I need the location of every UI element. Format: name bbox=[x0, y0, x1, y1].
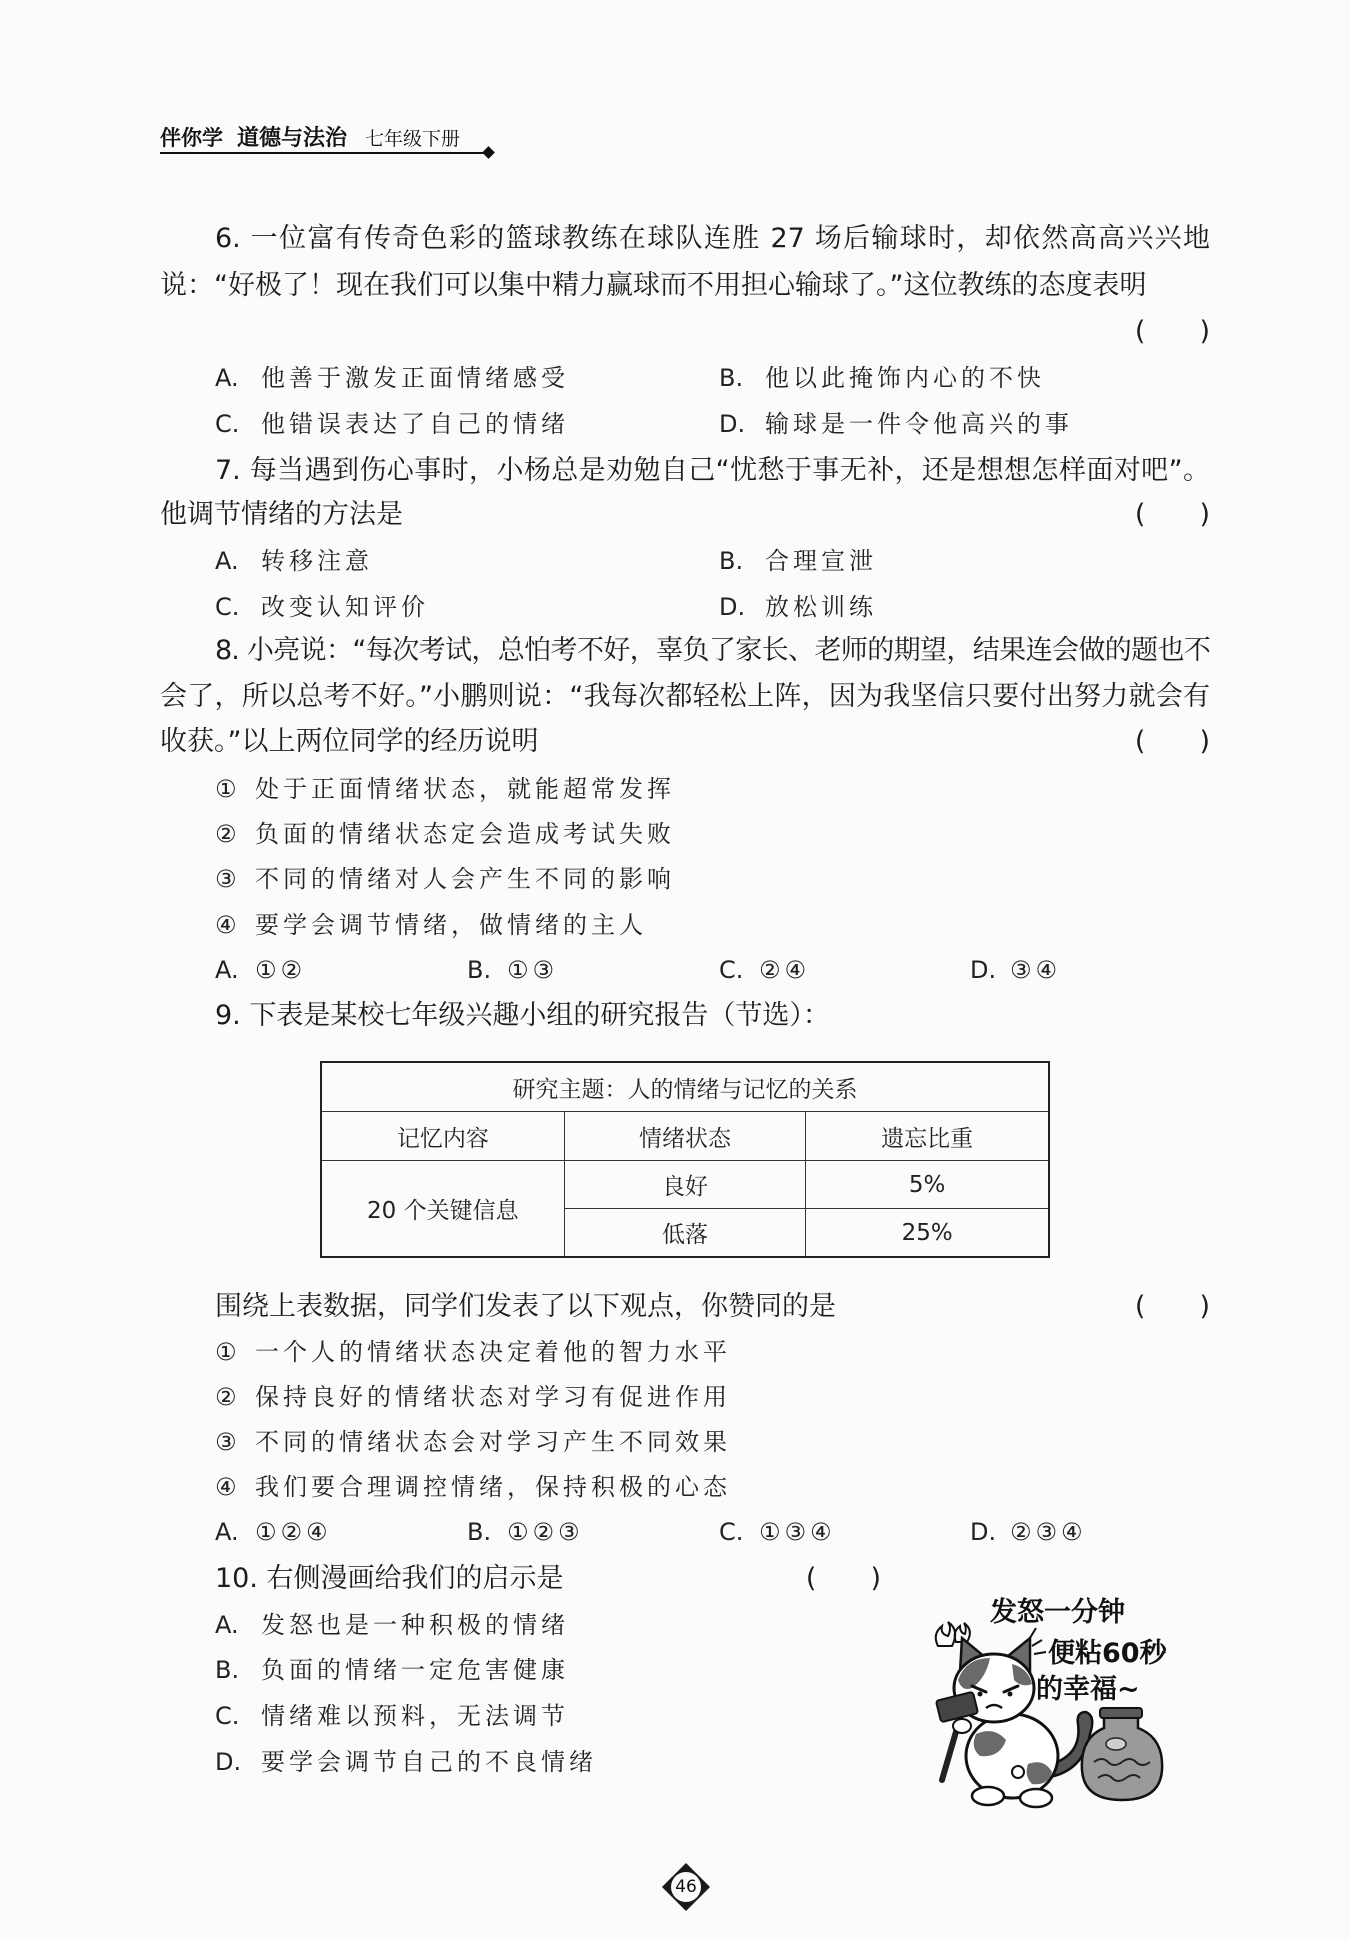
statement-mark: ① bbox=[215, 1338, 237, 1366]
running-header bbox=[160, 122, 460, 154]
emotion-state-cell: 低落 bbox=[564, 1209, 806, 1258]
option-text: 要学会调节自己的不良情绪 bbox=[261, 1748, 597, 1776]
q8-option-d bbox=[970, 952, 1210, 988]
cartoon-caption-line-3: 的幸福~ bbox=[1036, 1674, 1140, 1705]
memory-content-cell: 20 个关键信息 bbox=[321, 1161, 564, 1258]
forget-ratio-cell: 5% bbox=[806, 1161, 1049, 1209]
column-header: 遗忘比重 bbox=[806, 1112, 1049, 1161]
page-number: 46 bbox=[671, 1872, 701, 1902]
q9-prompt: 围绕上表数据，同学们发表了以下观点，你赞同的是 bbox=[215, 1291, 836, 1322]
option-label: D. bbox=[719, 410, 746, 438]
q10-option-c bbox=[215, 1698, 895, 1734]
table-row bbox=[321, 1161, 1049, 1209]
q7-stem-line-1: 7. 每当遇到伤心事时，小杨总是劝勉自己“忧愁于事无补，还是想想怎样面对吧”。 bbox=[215, 455, 1210, 486]
q8-answer-bracket: ( ) bbox=[1134, 726, 1210, 757]
q7-option-c bbox=[215, 589, 705, 625]
q9-option-a bbox=[215, 1514, 455, 1550]
q8-option-c bbox=[719, 952, 959, 988]
option-label: C. bbox=[719, 1518, 744, 1546]
anger-cartoon bbox=[916, 1594, 1186, 1814]
statement-mark: ④ bbox=[215, 1473, 237, 1501]
statement-mark: ③ bbox=[215, 1428, 237, 1456]
option-label: B. bbox=[719, 547, 744, 575]
q9-statement-1 bbox=[215, 1334, 1210, 1370]
statement-text: 要学会调节情绪，做情绪的主人 bbox=[255, 911, 647, 939]
option-label: B. bbox=[215, 1656, 240, 1684]
option-text: ②④ bbox=[759, 956, 811, 984]
statement-mark: ③ bbox=[215, 865, 237, 893]
option-text: 他错误表达了自己的情绪 bbox=[261, 410, 569, 438]
statement-text: 我们要合理调控情绪，保持积极的心态 bbox=[255, 1473, 731, 1501]
q8-option-a bbox=[215, 952, 455, 988]
anger-flame-icon bbox=[936, 1622, 955, 1646]
q6-option-c bbox=[215, 406, 705, 442]
option-label: D. bbox=[215, 1748, 242, 1776]
q8-stem-line-1: 8. 小亮说：“每次考试，总怕考不好，辜负了家长、老师的期望，结果连会做的题也不 bbox=[215, 635, 1210, 666]
research-report-table bbox=[320, 1061, 1050, 1258]
header-diamond-icon bbox=[482, 146, 495, 159]
table-header-row bbox=[321, 1112, 1049, 1161]
statement-mark: ① bbox=[215, 775, 237, 803]
q6-answer-bracket: ( ) bbox=[1134, 316, 1210, 347]
statement-text: 处于正面情绪状态，就能超常发挥 bbox=[255, 775, 675, 803]
q8-stem-line-3: 收获。”以上两位同学的经历说明 bbox=[160, 726, 539, 757]
q9-statement-2 bbox=[215, 1379, 1210, 1415]
option-text: ①② bbox=[255, 956, 307, 984]
option-label: A. bbox=[215, 364, 239, 392]
emotion-state-cell: 良好 bbox=[564, 1161, 806, 1209]
q6-option-b bbox=[719, 360, 1209, 396]
statement-text: 保持良好的情绪状态对学习有促进作用 bbox=[255, 1383, 731, 1411]
jar-highlight bbox=[1106, 1738, 1126, 1750]
q7-option-a bbox=[215, 543, 705, 579]
statement-text: 不同的情绪对人会产生不同的影响 bbox=[255, 865, 675, 893]
q9-option-d bbox=[970, 1514, 1210, 1550]
jar-lid bbox=[1100, 1708, 1142, 1718]
option-label: A. bbox=[215, 1518, 239, 1546]
option-label: D. bbox=[970, 956, 997, 984]
option-text: 负面的情绪一定危害健康 bbox=[261, 1656, 569, 1684]
q8-option-b bbox=[467, 952, 707, 988]
q8-statement-4 bbox=[215, 907, 1210, 943]
book-grade: 七年级下册 bbox=[365, 128, 461, 150]
q6-stem-line-1: 6. 一位富有传奇色彩的篮球教练在球队连胜 27 场后输球时，却依然高高兴兴地 bbox=[215, 223, 1210, 254]
option-label: C. bbox=[215, 1702, 240, 1730]
q7-option-d bbox=[719, 589, 1209, 625]
option-text: 输球是一件令他高兴的事 bbox=[765, 410, 1073, 438]
option-text: 他以此掩饰内心的不快 bbox=[765, 364, 1045, 392]
table-title: 研究主题：人的情绪与记忆的关系 bbox=[321, 1062, 1049, 1112]
option-label: B. bbox=[467, 1518, 492, 1546]
cartoon-caption-line-2: 便粘60秒 bbox=[1048, 1638, 1167, 1669]
anger-mark-icon bbox=[1030, 1628, 1046, 1654]
q10-option-d bbox=[215, 1744, 895, 1780]
q7-option-b bbox=[719, 543, 1209, 579]
q8-statement-1 bbox=[215, 771, 1210, 807]
book-series: 伴你学 bbox=[160, 126, 223, 150]
statement-mark: ② bbox=[215, 820, 237, 848]
option-text: 他善于激发正面情绪感受 bbox=[261, 364, 569, 392]
option-label: B. bbox=[467, 956, 492, 984]
option-text: 情绪难以预料，无法调节 bbox=[261, 1702, 569, 1730]
forget-ratio-cell: 25% bbox=[806, 1209, 1049, 1258]
option-text: ②③④ bbox=[1010, 1518, 1087, 1546]
option-label: C. bbox=[215, 593, 240, 621]
column-header: 记忆内容 bbox=[321, 1112, 564, 1161]
cat-foot bbox=[972, 1787, 1004, 1805]
book-subject: 道德与法治 bbox=[237, 126, 348, 151]
cat-eye bbox=[1008, 1692, 1013, 1697]
option-text: ①②④ bbox=[255, 1518, 332, 1546]
option-label: B. bbox=[719, 364, 744, 392]
q10-answer-bracket: ( ) bbox=[805, 1563, 881, 1594]
statement-text: 不同的情绪状态会对学习产生不同效果 bbox=[255, 1428, 731, 1456]
column-header: 情绪状态 bbox=[564, 1112, 806, 1161]
q10-stem: 10. 右侧漫画给我们的启示是 bbox=[215, 1563, 564, 1594]
statement-text: 一个人的情绪状态决定着他的智力水平 bbox=[255, 1338, 731, 1366]
option-label: A. bbox=[215, 1611, 239, 1639]
option-label: D. bbox=[719, 593, 746, 621]
q9-answer-bracket: ( ) bbox=[1134, 1291, 1210, 1322]
q7-answer-bracket: ( ) bbox=[1134, 499, 1210, 530]
header-rule bbox=[160, 152, 486, 154]
q9-option-b bbox=[467, 1514, 707, 1550]
table-title-row bbox=[321, 1062, 1049, 1112]
cat-foot bbox=[1020, 1789, 1052, 1807]
option-text: ①③ bbox=[507, 956, 559, 984]
q9-option-c bbox=[719, 1514, 959, 1550]
q8-stem-line-2: 会了，所以总考不好。”小鹏则说：“我每次都轻松上阵，因为我坚信只要付出努力就会有 bbox=[160, 681, 1210, 712]
option-label: A. bbox=[215, 547, 239, 575]
statement-mark: ④ bbox=[215, 911, 237, 939]
q8-statement-2 bbox=[215, 816, 1210, 852]
q9-stem: 9. 下表是某校七年级兴趣小组的研究报告（节选）： bbox=[215, 1000, 830, 1031]
q8-statement-3 bbox=[215, 861, 1210, 897]
option-text: 转移注意 bbox=[261, 547, 373, 575]
q6-option-d bbox=[719, 406, 1209, 442]
cartoon-caption-line-1: 发怒一分钟 bbox=[990, 1597, 1125, 1628]
option-label: D. bbox=[970, 1518, 997, 1546]
statement-mark: ② bbox=[215, 1383, 237, 1411]
q9-statement-3 bbox=[215, 1424, 1210, 1460]
page-number-badge bbox=[662, 1863, 710, 1911]
option-text: ③④ bbox=[1010, 956, 1062, 984]
jar bbox=[1082, 1716, 1162, 1800]
q6-option-a bbox=[215, 360, 705, 396]
q10-option-b bbox=[215, 1652, 895, 1688]
cat-body bbox=[966, 1714, 1058, 1798]
option-text: 放松训练 bbox=[765, 593, 877, 621]
option-label: A. bbox=[215, 956, 239, 984]
statement-text: 负面的情绪状态定会造成考试失败 bbox=[255, 820, 675, 848]
option-text: 改变认知评价 bbox=[261, 593, 429, 621]
option-label: C. bbox=[215, 410, 240, 438]
q9-statement-4 bbox=[215, 1469, 1210, 1505]
q6-stem-line-2: 说：“好极了！现在我们可以集中精力赢球而不用担心输球了。”这位教练的态度表明 bbox=[160, 270, 1147, 301]
option-label: C. bbox=[719, 956, 744, 984]
option-text: ①②③ bbox=[507, 1518, 584, 1546]
option-text: 发怒也是一种积极的情绪 bbox=[261, 1611, 569, 1639]
option-text: 合理宣泄 bbox=[765, 547, 877, 575]
cat-eye bbox=[978, 1692, 983, 1697]
q10-option-a bbox=[215, 1607, 895, 1643]
q7-stem-line-2: 他调节情绪的方法是 bbox=[160, 499, 403, 530]
option-text: ①③④ bbox=[759, 1518, 836, 1546]
cat-paw bbox=[953, 1719, 971, 1733]
